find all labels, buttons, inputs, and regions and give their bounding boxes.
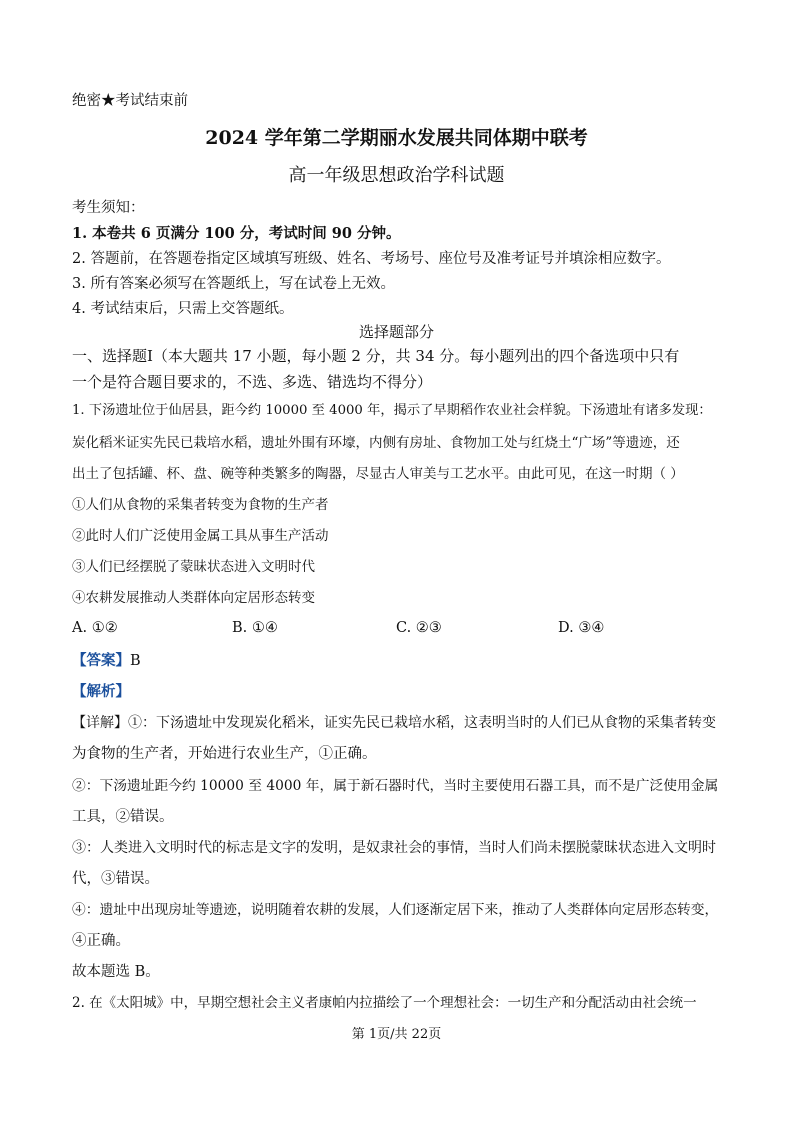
section-title: 选择题部分	[358, 323, 434, 341]
statement-2: ②此时人们广泛使用金属工具从事生产活动	[72, 528, 329, 544]
detail-text: ①：下汤遗址中发现炭化稻米，证实先民已栽培水稻，这表明当时的人们已从食物的采集者转变	[128, 715, 716, 731]
option-c: C. ②③	[396, 620, 442, 636]
detail-line: 工具，②错误。	[72, 809, 174, 825]
notice-heading: 考生须知：	[72, 200, 145, 216]
answer-row	[72, 652, 141, 670]
statement-3: ③人们已经摆脱了蒙昧状态进入文明时代	[72, 559, 315, 575]
detail-line	[72, 714, 716, 732]
notice-item: 2. 答题前，在答题卷指定区域填写班级、姓名、考场号、座位号及准考证号并填涂相应数字。	[72, 251, 671, 267]
detail-line: ④：遗址中出现房址等遗迹，说明随着农耕的发展，人们逐渐定居下来，推动了人类群体向定居形态转变，	[72, 902, 719, 918]
conclusion-line: 故本题选 B。	[72, 964, 160, 980]
detail-line: ②：下汤遗址距今约 10000 至 4000 年，属于新石器时代，当时主要使用石器工具，而不是广泛使用金属	[72, 778, 719, 794]
notice-item: 4. 考试结束后，只需上交答题纸。	[72, 301, 294, 317]
notice-item: 1. 本卷共 6 页满分 100 分，考试时间 90 分钟。	[72, 225, 401, 242]
answer-tag: 【答案】	[72, 652, 130, 669]
detail-tag: 【详解】	[72, 715, 128, 731]
question-stem: 炭化稻米证实先民已栽培水稻，遗址外围有环壕，内侧有房址、食物加工处与红烧土“广场”等遗迹，还	[72, 435, 680, 451]
section-instructions: 一、选择题Ⅰ（本大题共 17 小题，每小题 2 分，共 34 分。每小题列出的四个备选项中只有	[72, 347, 680, 365]
option-b: B. ①④	[232, 620, 278, 636]
detail-line: ③：人类进入文明时代的标志是文字的发明，是奴隶社会的事情，当时人们尚未摆脱蒙昧状态进入文明时	[72, 840, 716, 856]
detail-line: ④正确。	[72, 933, 130, 949]
option-a: A. ①②	[72, 620, 118, 636]
question-stem: 1. 下汤遗址位于仙居县，距今约 10000 至 4000 年，揭示了早期稻作农业社会样貌。下汤遗址有诸多发现：	[72, 403, 712, 418]
exam-title: 2024 学年第二学期丽水发展共同体期中联考	[205, 127, 588, 149]
option-d: D. ③④	[558, 620, 605, 636]
statement-4: ④农耕发展推动人类群体向定居形态转变	[72, 590, 315, 606]
question-stem: 2. 在《太阳城》中，早期空想社会主义者康帕内拉描绘了一个理想社会：一切生产和分配活动由社会统一	[72, 995, 697, 1011]
section-instructions: 一个是符合题目要求的，不选、多选、错选均不得分）	[72, 373, 433, 391]
statement-1: ①人们从食物的采集者转变为食物的生产者	[72, 497, 329, 513]
confidential-label: 绝密★考试结束前	[72, 93, 188, 109]
detail-line: 为食物的生产者，开始进行农业生产，①正确。	[72, 746, 377, 762]
answer-value: B	[130, 653, 141, 669]
exam-subtitle: 高一年级思想政治学科试题	[288, 165, 505, 186]
analysis-tag: 【解析】	[72, 683, 130, 700]
detail-line: 代，③错误。	[72, 871, 159, 887]
question-stem: 出土了包括罐、杯、盘、碗等种类繁多的陶器，尽显古人审美与工艺水平。由此可见，在这一时期（ ）	[72, 466, 684, 482]
page-footer: 第 1页/共 22页	[351, 1027, 442, 1042]
notice-item: 3. 所有答案必须写在答题纸上，写在试卷上无效。	[72, 276, 395, 292]
